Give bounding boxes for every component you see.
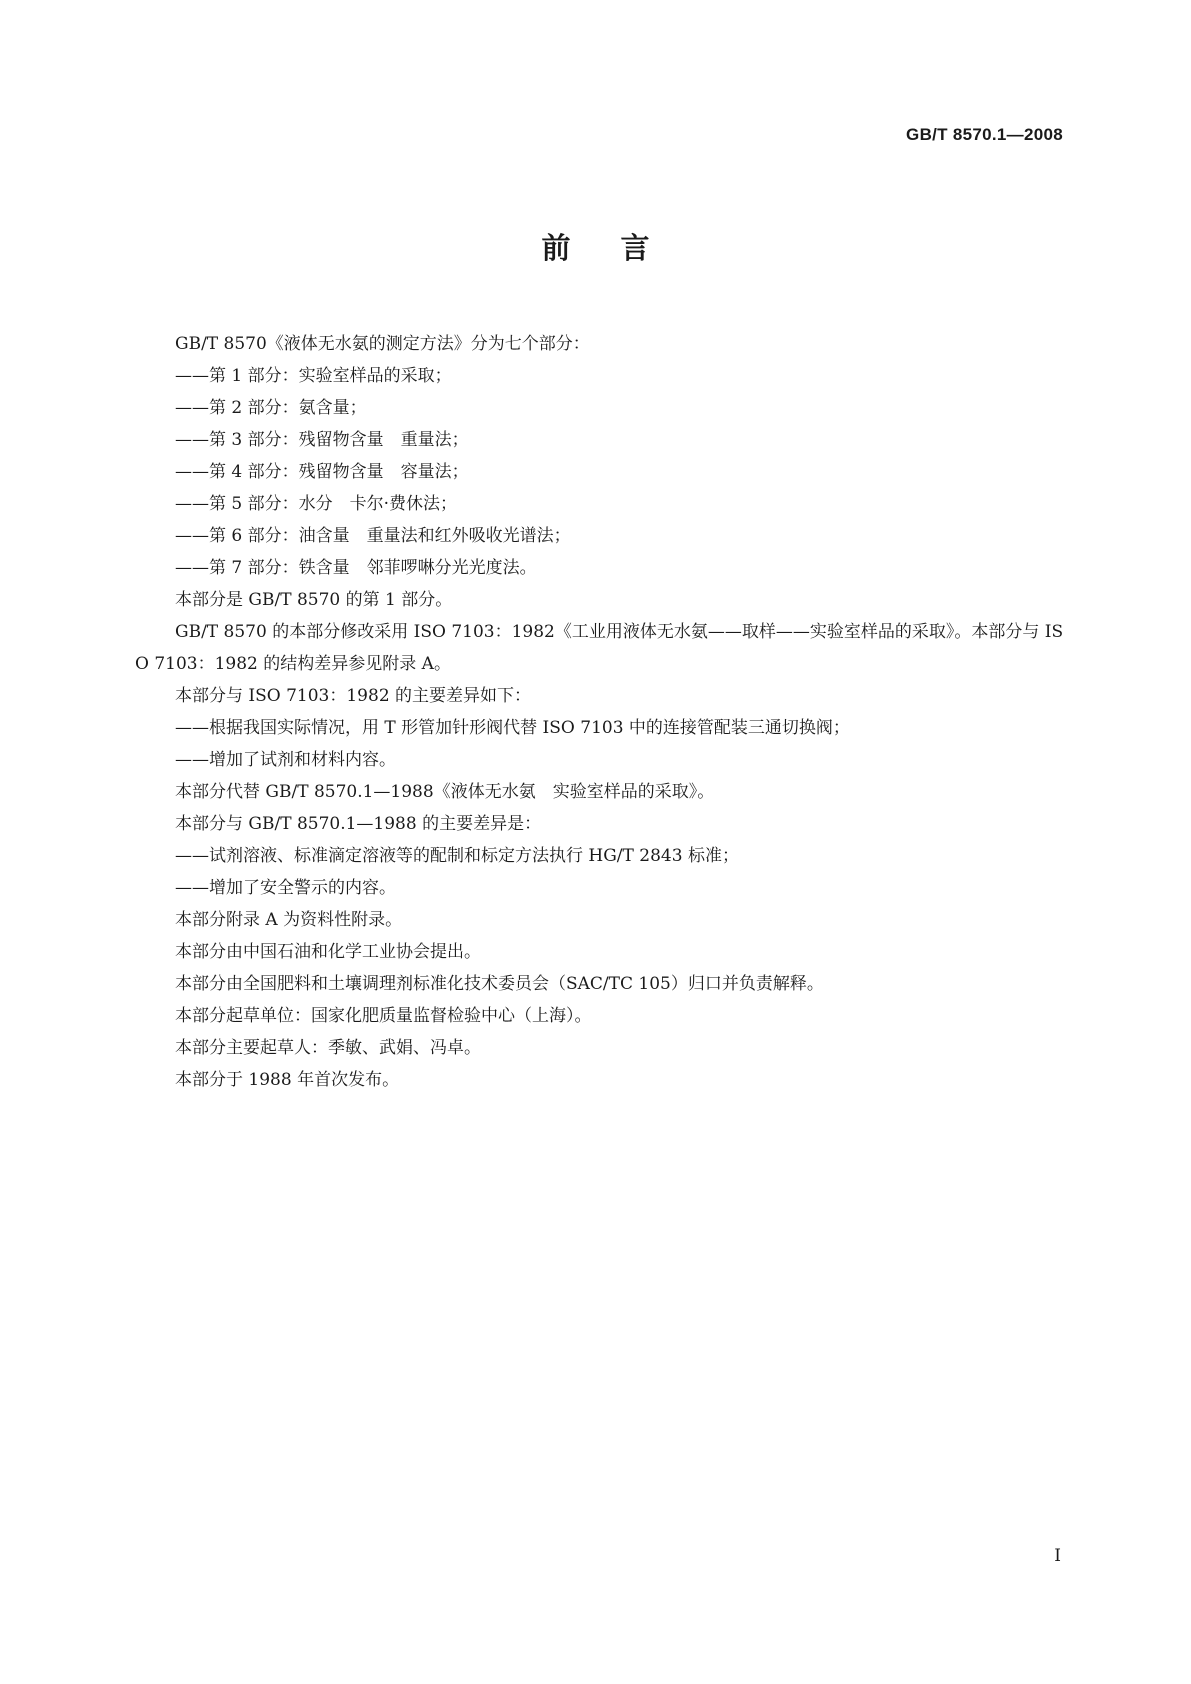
- part-list-item: ——第 5 部分：水分 卡尔·费休法；: [175, 494, 458, 514]
- iso-diff-intro: 本部分与 ISO 7103：1982 的主要差异如下：: [175, 686, 532, 706]
- iso-adoption-paragraph: GB/T 8570 的本部分修改采用 ISO 7103：1982《工业用液体无水氨——取样——实验室样品的采取》。本部分与 ISO 7103：1982 的结构差异参见附录 A。: [135, 622, 1064, 674]
- page-number: I: [1054, 1546, 1061, 1566]
- iso-diff-item: ——增加了试剂和材料内容。: [175, 750, 396, 770]
- page-title: 前言: [541, 231, 700, 265]
- drafting-unit-paragraph: 本部分起草单位：国家化肥质量监督检验中心（上海）。: [175, 1006, 592, 1026]
- iso-diff-item: ——根据我国实际情况，用 T 形管加针形阀代替 ISO 7103 中的连接管配装三通切换阀；: [175, 718, 850, 738]
- part-list-item: ——第 4 部分：残留物含量 容量法；: [175, 462, 469, 482]
- part-list-item: ——第 7 部分：铁含量 邻菲啰啉分光光度法。: [175, 558, 537, 578]
- old-diff-intro: 本部分与 GB/T 8570.1—1988 的主要差异是：: [175, 814, 542, 834]
- standard-number: GB/T 8570.1—2008: [906, 125, 1063, 144]
- part-list-item: ——第 1 部分：实验室样品的采取；: [175, 366, 452, 386]
- first-issued-paragraph: 本部分于 1988 年首次发布。: [175, 1070, 400, 1090]
- part-list-item: ——第 6 部分：油含量 重量法和红外吸收光谱法；: [175, 526, 571, 546]
- annex-note: 本部分附录 A 为资料性附录。: [175, 910, 403, 930]
- part-statement: 本部分是 GB/T 8570 的第 1 部分。: [175, 590, 453, 610]
- old-diff-item: ——增加了安全警示的内容。: [175, 878, 396, 898]
- part-list-item: ——第 3 部分：残留物含量 重量法；: [175, 430, 469, 450]
- part-list-item: ——第 2 部分：氨含量；: [175, 398, 367, 418]
- centralized-paragraph: 本部分由全国肥料和土壤调理剂标准化技术委员会（SAC/TC 105）归口并负责解释。: [175, 974, 824, 994]
- proposer-paragraph: 本部分由中国石油和化学工业协会提出。: [175, 942, 481, 962]
- replaces-paragraph: 本部分代替 GB/T 8570.1—1988《液体无水氨 实验室样品的采取》。: [175, 782, 715, 802]
- old-diff-item: ——试剂溶液、标准滴定溶液等的配制和标定方法执行 HG/T 2843 标准；: [175, 846, 739, 866]
- foreword-body: [135, 328, 1065, 1096]
- intro-paragraph: GB/T 8570《液体无水氨的测定方法》分为七个部分：: [175, 334, 590, 354]
- drafters-paragraph: 本部分主要起草人：季敏、武娟、冯卓。: [175, 1038, 481, 1058]
